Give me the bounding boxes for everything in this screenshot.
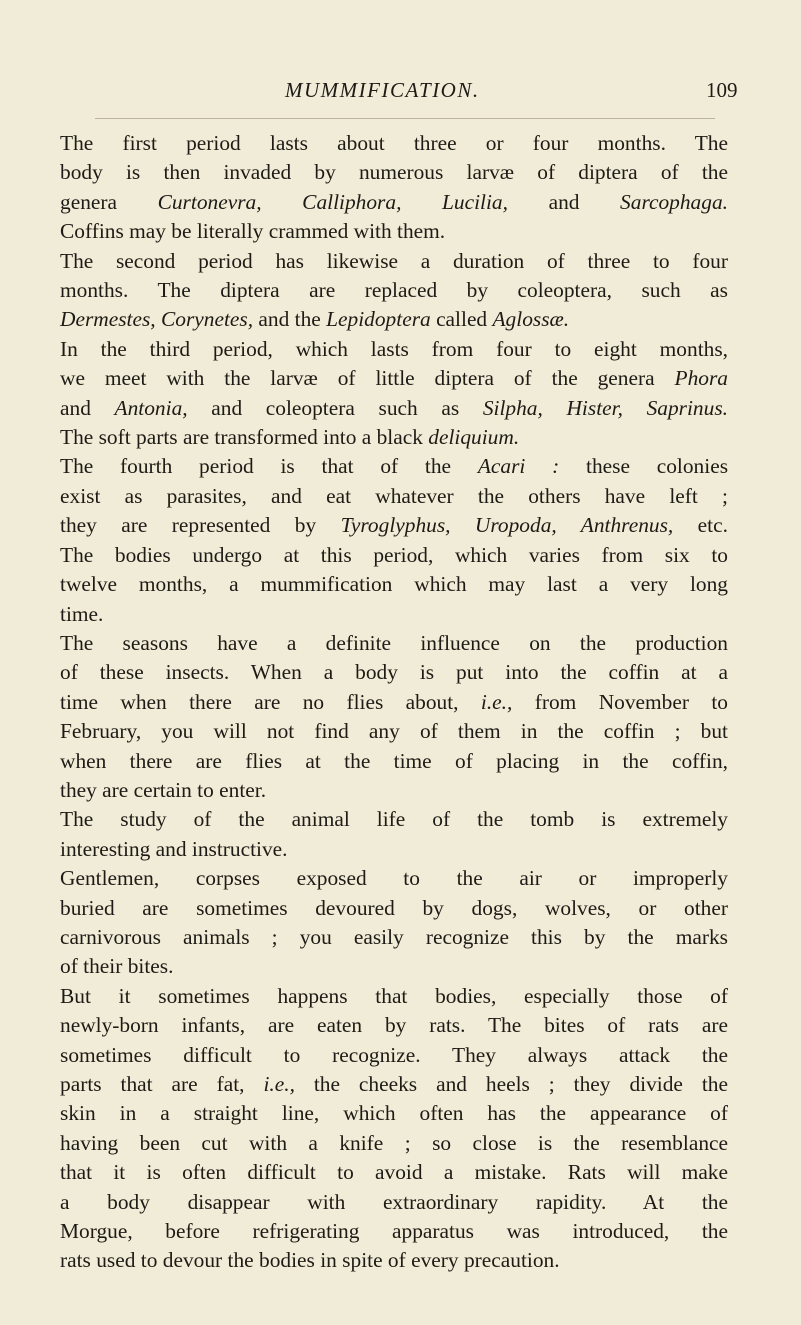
text-line: interesting and instructive.: [60, 836, 288, 861]
text-line: The bodies undergo at this period, which varies from six to: [60, 542, 728, 567]
italic-term: Sarcophaga.: [620, 189, 728, 214]
text-line: newly-born infants, are eaten by rats. The bites of rats are: [60, 1013, 728, 1038]
italic-term: Calliphora,: [302, 189, 402, 214]
text-line: In the third period, which lasts from four to eight months,: [60, 336, 728, 361]
text-line: rats used to devour the bodies in spite of every precaution.: [60, 1248, 560, 1273]
text-line: The first period lasts about three or four months. The: [60, 131, 728, 155]
italic-term: i.e.,: [263, 1072, 295, 1096]
paragraph: [60, 805, 728, 864]
text-line: a body disappear with extraordinary rapidity. At the: [60, 1189, 728, 1214]
text-line: The second period has likewise a duration of three to four: [60, 248, 728, 273]
text-line: skin in a straight line, which often has the appearance of: [60, 1101, 728, 1126]
italic-term: Acari :: [477, 454, 560, 479]
text-line: we meet with the larvæ of little diptera of the genera Phora: [60, 366, 728, 391]
italic-term: i.e.,: [480, 689, 513, 714]
text-line: and Antonia, and coleoptera such as Silpha, Hister, Saprinus.: [60, 395, 728, 420]
italic-term: Dermestes, Corynetes,: [60, 307, 254, 332]
text-line: carnivorous animals ; you easily recognize this by the marks: [60, 924, 728, 949]
italic-term: Silpha, Hister, Saprinus.: [482, 395, 728, 420]
paragraph: [60, 864, 728, 982]
italic-term: deliquium.: [428, 425, 520, 450]
text-line: buried are sometimes devoured by dogs, wolves, or other: [60, 895, 728, 920]
text-line: of these insects. When a body is put into the coffin at a: [60, 660, 728, 685]
paragraph: [60, 335, 728, 453]
text-line: February, you will not find any of them in the coffin ; but: [60, 719, 728, 744]
text-line: exist as parasites, and eat whatever the others have left ;: [60, 483, 728, 508]
text-line: But it sometimes happens that bodies, especially those of: [60, 983, 728, 1008]
text-line: Gentlemen, corpses exposed to the air or improperly: [60, 866, 728, 891]
text-line: The study of the animal life of the tomb is extremely: [60, 807, 728, 832]
running-head: [0, 78, 801, 112]
paragraph: [60, 247, 728, 335]
text-line: body is then invaded by numerous larvæ of diptera of the: [60, 160, 728, 185]
text-line: months. The diptera are replaced by coleoptera, such as: [60, 278, 728, 303]
text-line: having been cut with a knife ; so close is the resemblance: [60, 1130, 728, 1155]
paragraph: [60, 129, 728, 247]
running-title: MUMMIFICATION.: [285, 78, 480, 102]
italic-term: Phora: [674, 366, 728, 391]
body-text: [60, 129, 728, 1276]
text-line: when there are flies at the time of placing in the coffin,: [60, 748, 728, 773]
text-line: twelve months, a mummification which may last a very long: [60, 572, 728, 597]
italic-term: Curtonevra,: [157, 189, 262, 214]
text-line: Dermestes, Corynetes, and the Lepidoptera called Aglossæ.: [60, 307, 570, 332]
header-rule: [95, 118, 715, 119]
text-line: The soft parts are transformed into a black deliquium.: [60, 425, 520, 450]
text-line: The seasons have a definite influence on the production: [60, 630, 728, 655]
text-line: genera Curtonevra, Calliphora, Lucilia, and Sarcophaga.: [60, 189, 728, 214]
paragraph: [60, 982, 728, 1276]
text-line: they are certain to enter.: [60, 777, 267, 802]
text-line: Coffins may be literally crammed with them.: [60, 219, 446, 244]
italic-term: Aglossæ.: [492, 307, 570, 332]
text-line: sometimes difficult to recognize. They always attack the: [60, 1042, 728, 1067]
text-line: time.: [60, 601, 104, 626]
page-number: 109: [706, 78, 738, 102]
text-line: of their bites.: [60, 954, 174, 979]
text-line: they are represented by Tyroglyphus, Uropoda, Anthrenus, etc.: [60, 513, 728, 538]
italic-term: Antonia,: [114, 395, 188, 420]
italic-term: Lepidoptera: [326, 307, 431, 332]
paragraph: [60, 629, 728, 805]
text-line: Morgue, before refrigerating apparatus was introduced, the: [60, 1219, 728, 1244]
italic-term: Lucilia,: [442, 189, 508, 214]
text-line: The fourth period is that of the Acari : these colonies: [60, 454, 729, 479]
text-line: parts that are fat, i.e., the cheeks and heels ; they divide the: [60, 1072, 728, 1096]
text-line: that it is often difficult to avoid a mistake. Rats will make: [60, 1160, 728, 1185]
paragraph: [60, 452, 728, 628]
text-line: time when there are no flies about, i.e., from November to: [60, 689, 728, 714]
italic-term: Tyroglyphus, Uropoda, Anthrenus,: [340, 513, 674, 538]
